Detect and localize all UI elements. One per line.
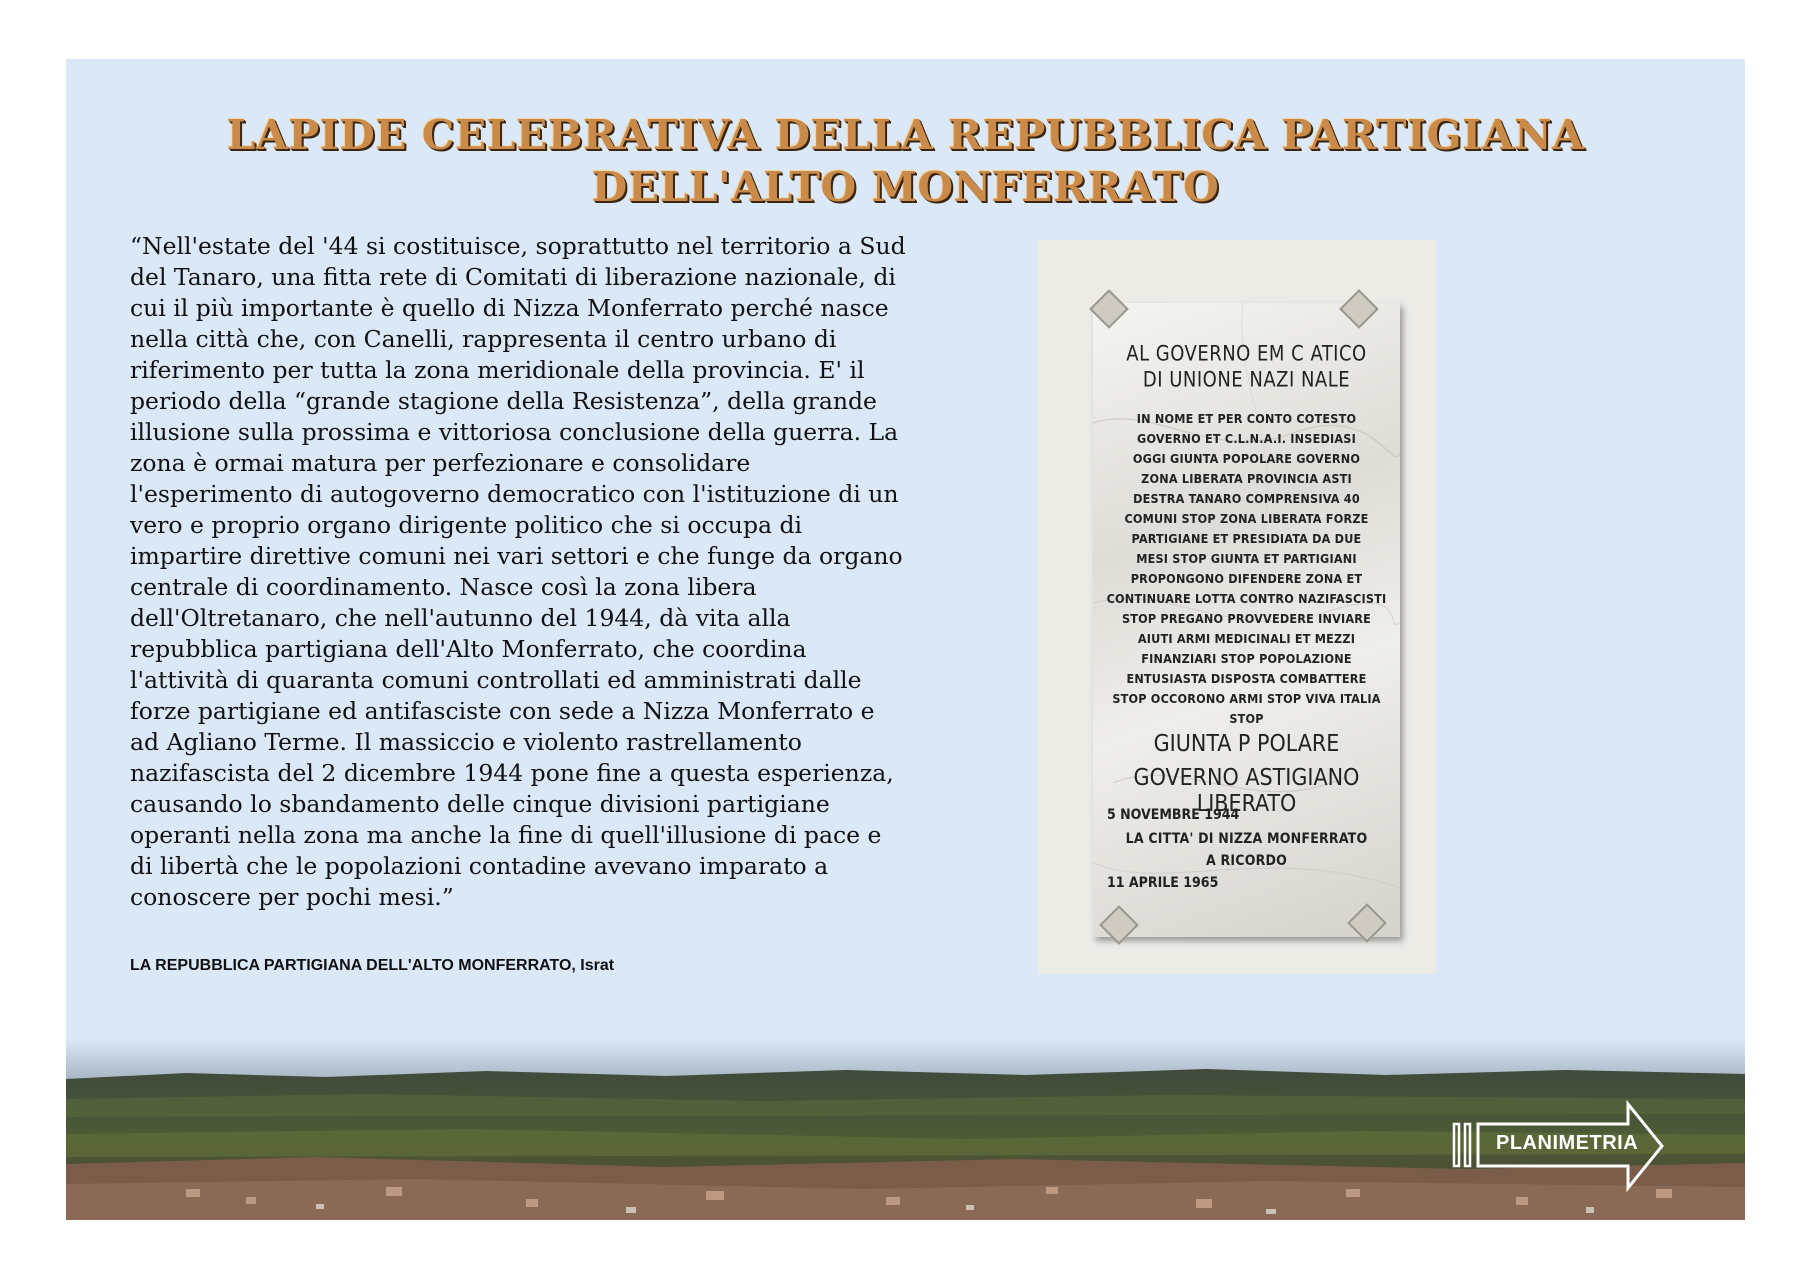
planimetria-nav-label[interactable]: PLANIMETRIA [1496, 1132, 1639, 1154]
plaque-line: MESI STOP GIUNTA ET PARTIGIANI [1136, 551, 1357, 566]
plaque-line: FINANZIARI STOP POPOLAZIONE [1141, 651, 1352, 666]
quote-paragraph: “Nell'estate del '44 si costituisce, soprattutto nel territorio a Sud del Tanaro, una fitta rete di Comitati di liberazione nazionale, di cui il più importante è quello di Nizza Monferrato perché nasce nella città che, con Canelli, rappresenta il centro urbano di riferimento per tutta la zona meridionale della provincia. E' il periodo della “grande stagione della Resistenza”, della grande illusione sulla prossima e vittoriosa conclusione della guerra. La zona è ormai matura per perfezionare e consolidare l'esperimento di autogoverno democratico con l'istituzione di un vero e proprio organo dirigente politico che si occupa di impartire direttive comuni nei vari settori e che funge da organo centrale di coordinamento. Nasce così la zona libera dell'Oltretanaro, che nell'autunno del 1944, dà vita alla repubblica partigiana dell'Alto Monferrato, che coordina l'attività di quaranta comuni controllati ed amministrati dalle forze partigiane ed antifasciste con sede a Nizza Monferrato e ad Agliano Terme. Il massiccio e violento rastrellamento nazifascista del 2 dicembre 1944 pone fine a questa esperienza, causando lo sbandamento delle cinque divisioni partigiane operanti nella zona ma anche la fine di quell'illusione di pace e di libertà che le popolazioni contadine avevano imparato a conoscere per pochi mesi.” [130, 232, 906, 911]
plaque-signature-1: GIUNTA P POLARE [1153, 731, 1340, 757]
plaque-line: COMUNI STOP ZONA LIBERATA FORZE [1124, 511, 1369, 526]
plaque-header-2: DI UNIONE NAZI NALE [1142, 366, 1351, 392]
slide [66, 59, 1745, 1220]
plaque-line: AIUTI ARMI MEDICINALI ET MEZZI [1137, 631, 1356, 646]
plaque-dedication-2: A RICORDO [1205, 853, 1288, 869]
plaque-line: DESTRA TANARO COMPRENSIVA 40 [1133, 491, 1360, 506]
plaque-line: CONTINUARE LOTTA CONTRO NAZIFASCISTI [1106, 591, 1387, 606]
quote-source: LA REPUBBLICA PARTIGIANA DELL'ALTO MONFERRATO, Israt [130, 957, 615, 974]
plaque-line: STOP [1229, 711, 1264, 726]
plaque-photo [1038, 240, 1436, 974]
plaque-line: PARTIGIANE ET PRESIDIATA DA DUE [1131, 531, 1362, 546]
plaque-inscription [1093, 303, 1400, 937]
plaque-signature-2: GOVERNO ASTIGIANO LIBERATO [1133, 765, 1360, 817]
marble-plaque [1093, 303, 1400, 937]
plaque-line: OGGI GIUNTA POPOLARE GOVERNO [1132, 451, 1361, 466]
quote-text [130, 231, 910, 913]
plaque-dedication-1: LA CITTA' DI NIZZA MONFERRATO [1125, 831, 1368, 847]
plaque-header-1: AL GOVERNO EM C ATICO [1126, 340, 1367, 366]
plaque-date-2: 11 APRILE 1965 [1107, 875, 1219, 891]
plaque-line: PROPONGONO DIFENDERE ZONA ET [1130, 571, 1363, 586]
page-title-line-2: DELL'ALTO MONFERRATO [591, 163, 1220, 211]
plaque-line: GOVERNO ET C.L.N.A.I. INSEDIASI [1137, 431, 1356, 446]
plaque-line: STOP OCCORONO ARMI STOP VIVA ITALIA [1112, 691, 1381, 706]
plaque-line: IN NOME ET PER CONTO COTESTO [1136, 411, 1357, 426]
plaque-line: ZONA LIBERATA PROVINCIA ASTI [1141, 471, 1352, 486]
page-title-line-1: LAPIDE CELEBRATIVA DELLA REPUBBLICA PARTIGIANA [226, 111, 1585, 159]
page-title [66, 109, 1745, 213]
plaque-line: STOP PREGANO PROVVEDERE INVIARE [1121, 611, 1372, 626]
plaque-line: ENTUSIASTA DISPOSTA COMBATTERE [1126, 671, 1367, 686]
plaque-date-1: 5 NOVEMBRE 1944 [1107, 807, 1240, 823]
